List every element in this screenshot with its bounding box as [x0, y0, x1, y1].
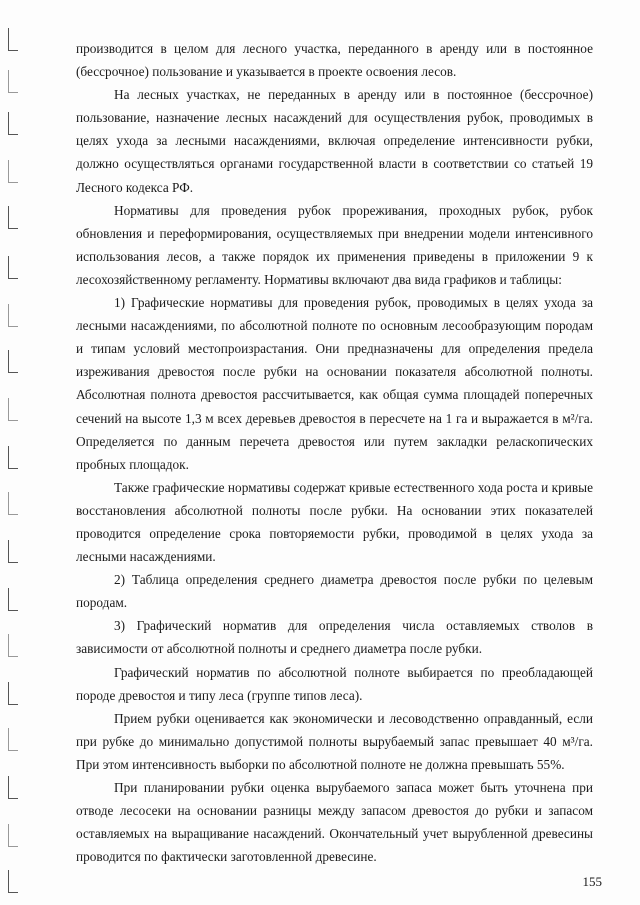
binding-mark [8, 492, 18, 515]
binding-mark [8, 398, 18, 421]
binding-mark [8, 446, 18, 469]
paragraph: 2) Таблица определения среднего диаметра древостоя после рубки по целевым породам. [76, 572, 593, 611]
paragraph: Прием рубки оценивается как экономически и лесоводственно оправданный, если при рубке до минимально допустимой полноты вырубаемый запас превышает 40 м³/га. При этом интенсивность выборки по абсолютной полноте не должна превышать 55%. [76, 710, 593, 772]
paragraph: 1) Графические нормативы для проведения рубок, проводимых в целях ухода за лесными насаждениями, по абсолютной полноте по основным лесообразующим породам и типам условий местопроизрастания. Они предназначены для определения предела изреживания древостоя после рубки на основании показателя абсолютной полноты. Абсолютная полнота древостоя рассчитывается, как общая сумма площадей поперечных сечений на высоте 1,3 м всех деревьев древостоя в пересчете на 1 га и выражается в м²/га. Определяется по данным перечета древостоя или путем закладки реласкопических пробных площадок. [76, 295, 593, 472]
binding-mark [8, 160, 18, 183]
binding-edge [0, 20, 22, 900]
paragraph: При планировании рубки оценка вырубаемого запаса может быть уточнена при отводе лесосеки на основании разницы между запасом древостоя до рубки и запасом оставляемых на выращивание насаждений. Окончательный учет вырубленной древесины проводится по фактически заготовленной древесине. [76, 780, 593, 865]
binding-mark [8, 824, 18, 847]
body-text [76, 37, 593, 868]
paragraph: На лесных участках, не переданных в аренду или в постоянное (бессрочное) пользование, назначение лесных насаждений для осуществления рубок, проводимых в целях ухода за лесными насаждениями, включая определение интенсивности рубки, должно осуществляться органами государственной власти в соответствии со статьей 19 Лесного кодекса РФ. [76, 87, 593, 195]
binding-mark [8, 776, 18, 799]
paragraph: Также графические нормативы содержат кривые естественного хода роста и кривые восстановления абсолютной полноты после рубки. На основании этих показателей проводится определение срока повторяемости рубки, проводимой в целях ухода за лесными насаждениями. [76, 479, 593, 565]
binding-mark [8, 682, 18, 705]
binding-mark [8, 728, 18, 751]
paragraph: производится в целом для лесного участка, переданного в аренду или в постоянное (бессрочное) пользование и указывается в проекте освоения лесов. [76, 41, 593, 80]
binding-mark [8, 256, 18, 279]
binding-mark [8, 28, 18, 51]
page-number: 155 [582, 874, 602, 889]
binding-mark [8, 540, 18, 563]
binding-mark [8, 304, 18, 327]
paragraph: Графический норматив по абсолютной полноте выбирается по преобладающей породе древостоя и типу леса (группе типов леса). [76, 664, 593, 703]
paragraph: 3) Графический норматив для определения числа оставляемых стволов в зависимости от абсолютной полноты и среднего диаметра после рубки. [76, 618, 593, 657]
binding-mark [8, 634, 18, 657]
paragraph: Нормативы для проведения рубок прореживания, проходных рубок, рубок обновления и переформирования, осуществляемых при внедрении модели интенсивного использования лесов, а также порядок их применения приведены в приложении 9 к лесохозяйственному регламенту. Нормативы включают два вида графиков и таблицы: [76, 202, 593, 287]
binding-mark [8, 870, 18, 893]
binding-mark [8, 70, 18, 93]
binding-mark [8, 112, 18, 135]
binding-mark [8, 588, 18, 611]
binding-mark [8, 350, 18, 373]
binding-mark [8, 206, 18, 229]
